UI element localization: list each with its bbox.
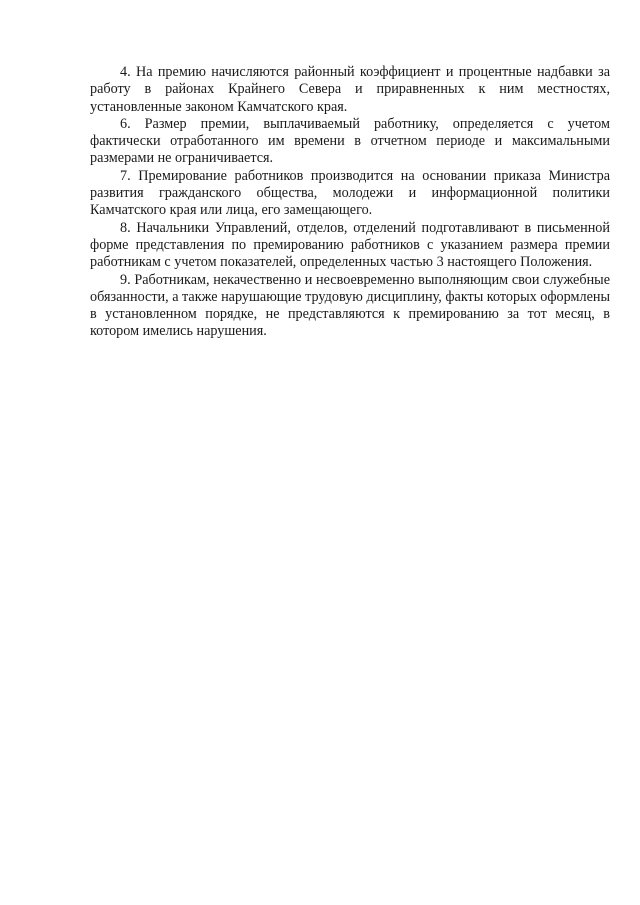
paragraph-9: 9. Работникам, некачественно и несвоевременно выполняющим свои служебные обязанности, а также нарушающие трудовую дисциплину, факты которых оформлены в установленном порядке, не представляются к премированию за тот месяц, в котором имелись нарушения. xyxy=(90,271,610,340)
paragraph-6: 6. Размер премии, выплачиваемый работнику, определяется с учетом фактически отработанного им времени в отчетном периоде и максимальными размерами не ограничивается. xyxy=(90,115,610,167)
paragraph-4: 4. На премию начисляются районный коэффициент и процентные надбавки за работу в районах Крайнего Севера и приравненных к ним местностях, установленные законом Камчатского края. xyxy=(90,64,610,115)
paragraph-7: 7. Премирование работников производится на основании приказа Министра развития гражданского общества, молодежи и информационной политики Камчатского края или лица, его замещающего. xyxy=(90,167,610,219)
paragraph-8: 8. Начальники Управлений, отделов, отделений подготавливают в письменной форме представления по премированию работников с указанием размера премии работникам с учетом показателей, определенных частью 3 настоящего Положения. xyxy=(90,219,610,271)
document-body xyxy=(90,64,610,341)
